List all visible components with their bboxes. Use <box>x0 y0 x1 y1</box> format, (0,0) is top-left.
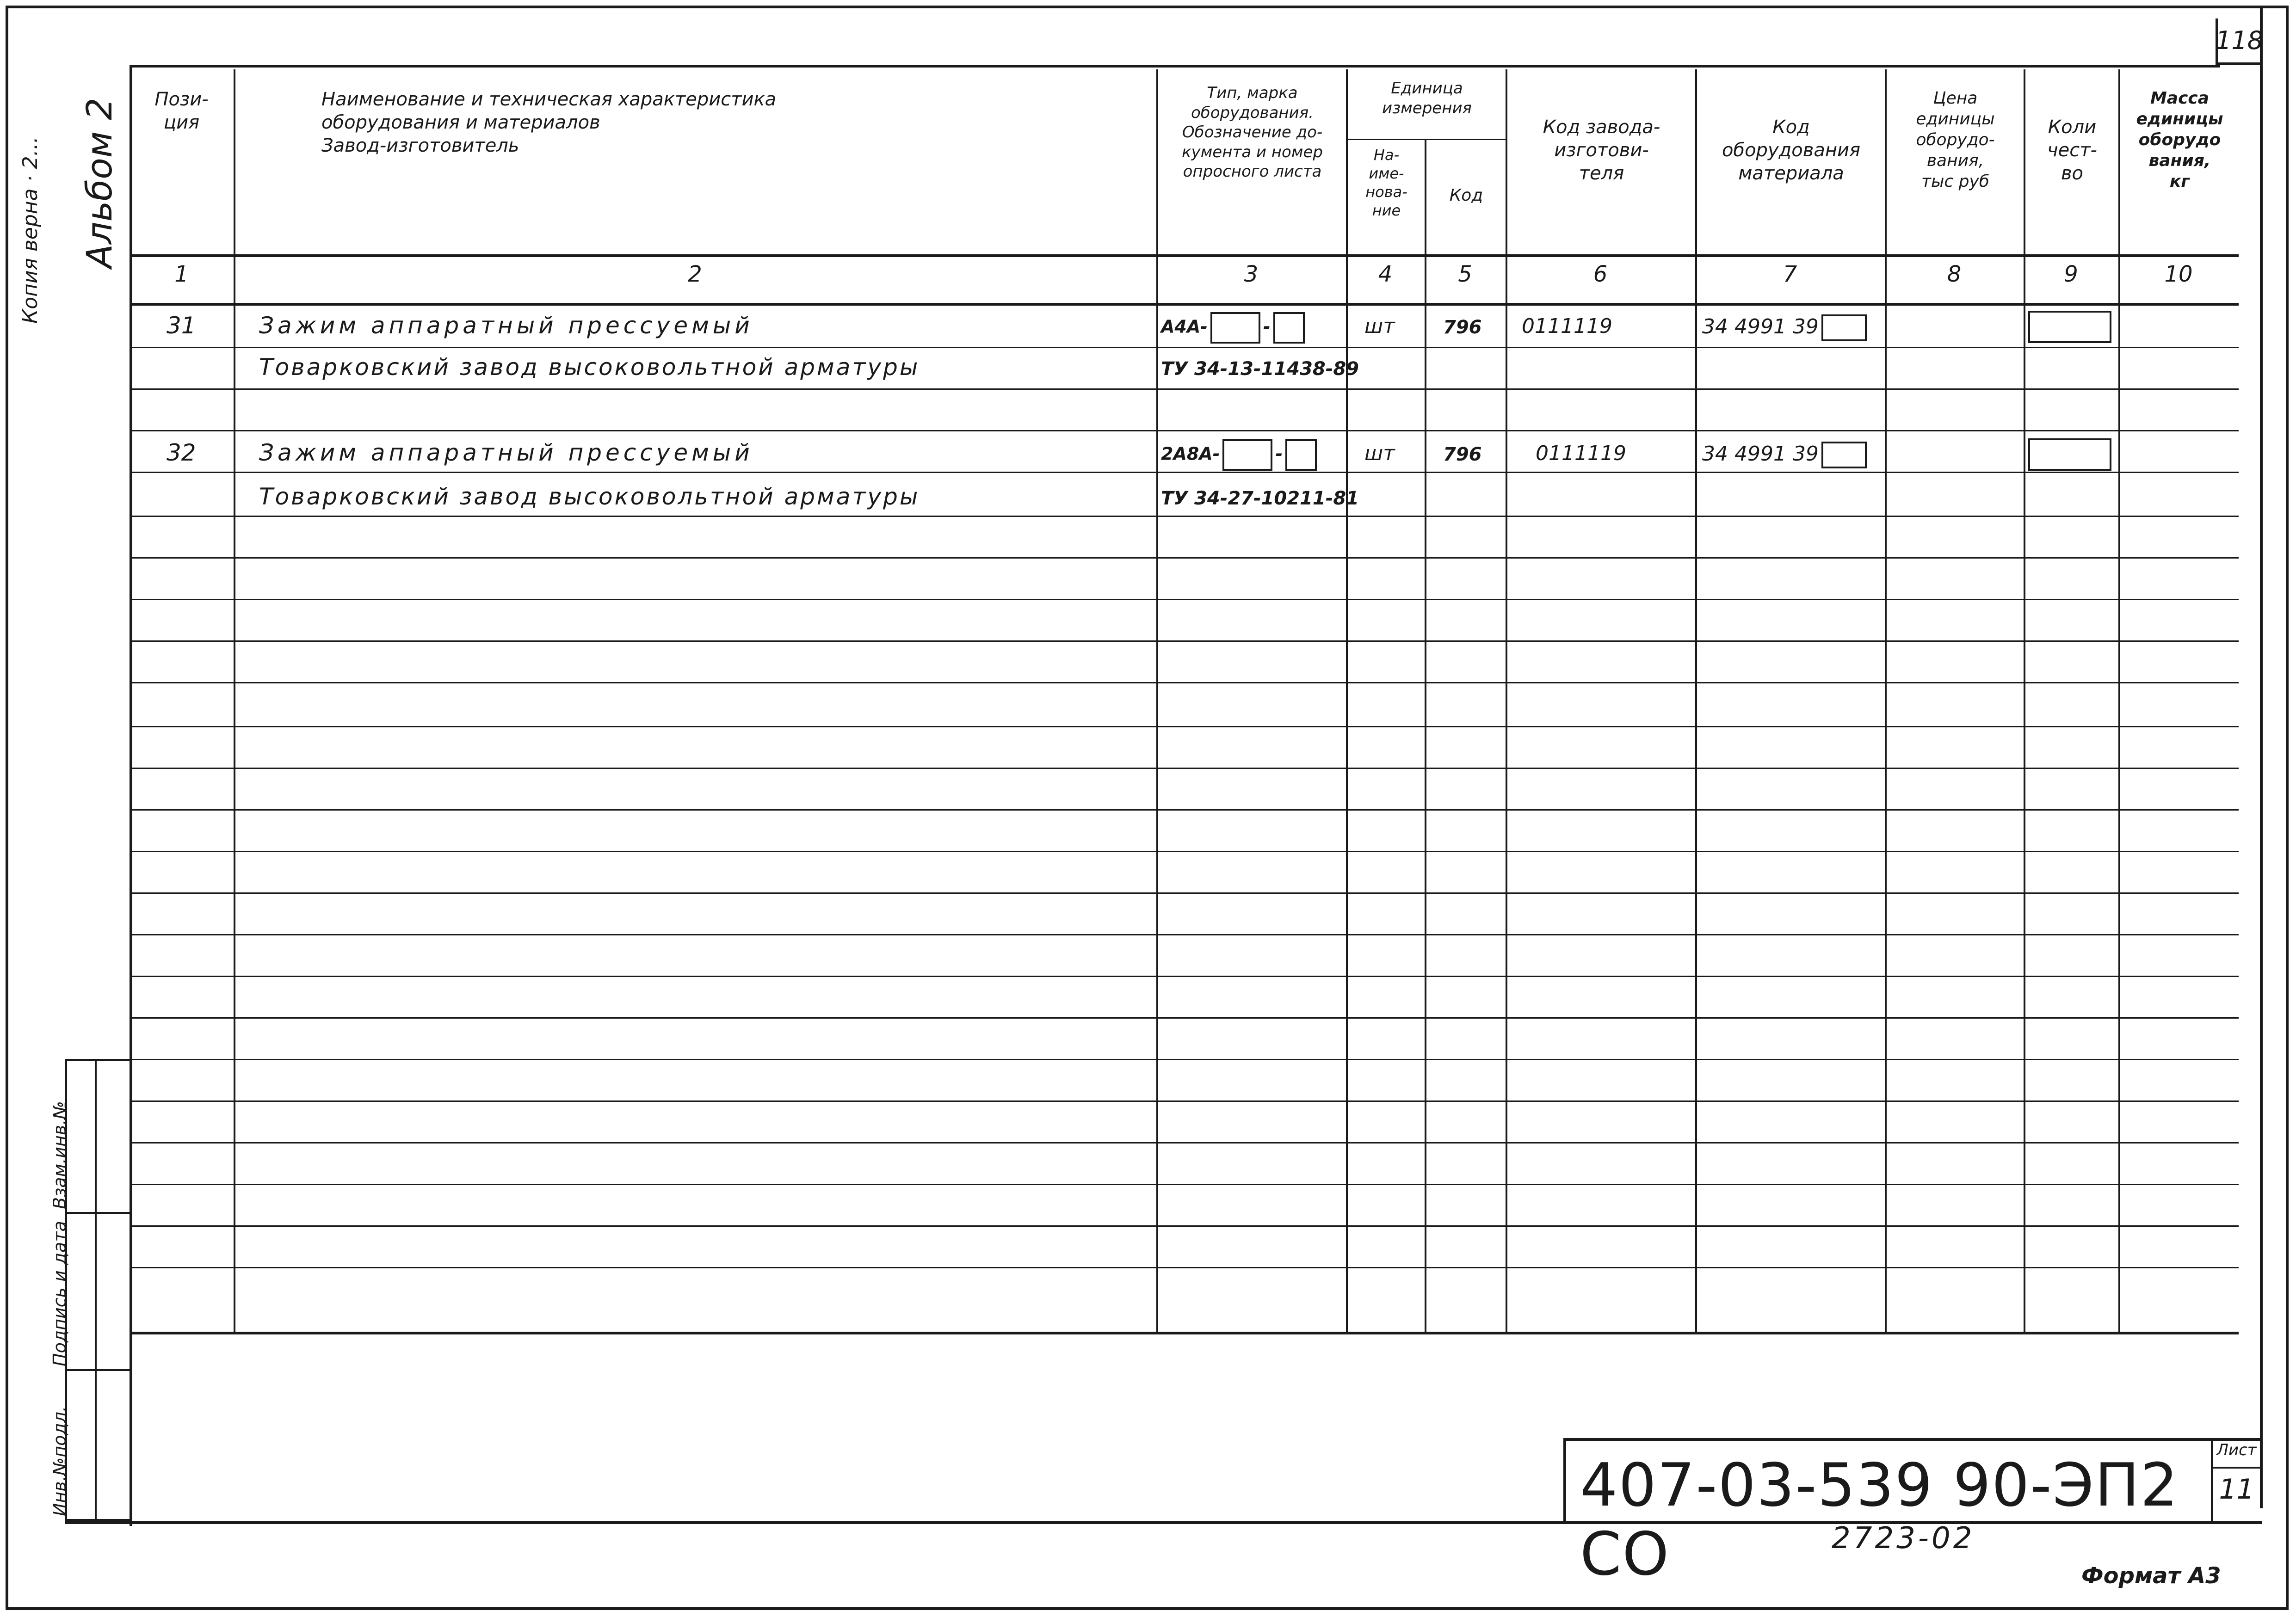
colnum-5: 5 <box>1458 261 1472 287</box>
row-32-unit: шт <box>1364 442 1395 465</box>
row-32-unit-code: 796 <box>1443 444 1482 465</box>
row-line <box>130 1059 2239 1060</box>
row-32-position: 32 <box>167 439 196 466</box>
row-31-maker: Товарковский завод высоковольтной арматуры <box>259 354 920 381</box>
unit-group-line <box>1346 139 1506 140</box>
colnum-10: 10 <box>2164 261 2193 287</box>
row-32-type-blank-1 <box>1222 439 1272 471</box>
sheet-label: Лист <box>2213 1441 2260 1469</box>
colnum-bottom-line <box>130 303 2239 306</box>
row-line <box>130 347 2239 348</box>
document-code: 407-03-539 90-ЭП2 СО <box>1580 1451 2179 1589</box>
colnum-4: 4 <box>1378 261 1393 287</box>
table-bottom-line <box>130 1332 2239 1334</box>
row-line <box>130 726 2239 727</box>
row-31-type-text: А4А- <box>1161 316 1208 337</box>
row-31-equip-code <box>1702 314 1870 341</box>
header-position: Пози- ция <box>154 89 209 133</box>
row-line <box>130 682 2239 683</box>
approval-stamp <box>49 1059 130 1521</box>
sheet-box <box>2211 1441 2260 1521</box>
row-line <box>130 472 2239 473</box>
sheet-number: 118 <box>2216 18 2261 65</box>
stamp-sign-date: Подпись и дата <box>49 1221 70 1366</box>
row-31-name: Зажим аппаратный прессуемый <box>259 312 753 339</box>
header-price: Цена единицы оборудо- вания, тыс руб <box>1916 89 1995 191</box>
margin-copy-note: Копия верна · 2... <box>19 136 42 324</box>
header-maker-code: Код завода- изготови- теля <box>1543 117 1660 184</box>
header-unit-code: Код <box>1449 186 1483 205</box>
frame-right-line <box>2260 6 2263 1508</box>
row-line <box>130 1184 2239 1185</box>
header-bottom-line <box>130 254 2239 257</box>
row-31-maker-code: 0111119 <box>1522 314 1612 338</box>
row-31-equip-code-blank <box>1821 314 1867 341</box>
frame-top-line <box>130 65 2220 68</box>
stamp-sign-date-cell <box>49 1214 130 1371</box>
row-32-equip-code <box>1702 442 1870 468</box>
row-line <box>130 1267 2239 1268</box>
row-line <box>130 892 2239 894</box>
header-equip-code: Код оборудования материала <box>1722 117 1861 184</box>
row-line <box>130 976 2239 977</box>
row-31-unit: шт <box>1364 314 1395 338</box>
header-name: Наименование и техническая характеристика оборудования и материалов Завод-изготовитель <box>321 89 777 156</box>
row-32-type-blank-2 <box>1285 439 1317 471</box>
row-32-maker-code: 0111119 <box>1536 442 1626 465</box>
colnum-1: 1 <box>174 261 189 287</box>
specification-table <box>130 69 2239 1332</box>
format-label: Формат А3 <box>2081 1563 2221 1589</box>
sheet-value: 11 <box>2219 1473 2254 1506</box>
margin-album-label: Альбом 2 <box>79 98 120 268</box>
row-32-equip-code-blank <box>1821 442 1867 468</box>
row-32-quantity-box <box>2028 438 2111 471</box>
row-31-type-blank-2 <box>1273 312 1305 344</box>
row-32-equip-code-text: 34 4991 39 <box>1702 442 1819 466</box>
stamp-inv-repl-cell <box>49 1061 130 1214</box>
row-31-quantity-box <box>2028 311 2111 343</box>
row-32-maker: Товарковский завод высоковольтной арматуры <box>259 483 920 510</box>
stamp-inv-orig-cell <box>49 1371 130 1519</box>
col-line <box>1425 139 1426 1332</box>
row-line <box>130 640 2239 642</box>
header-type: Тип, марка оборудования. Обозначение до- кумента и номер опросного листа <box>1182 84 1323 181</box>
row-line <box>130 430 2239 431</box>
row-line <box>130 768 2239 769</box>
row-line <box>130 1017 2239 1019</box>
colnum-8: 8 <box>1947 261 1962 287</box>
row-31-type-blank-1 <box>1210 312 1260 344</box>
colnum-9: 9 <box>2064 261 2078 287</box>
row-31-doc: ТУ 34-13-11438-89 <box>1161 358 1359 380</box>
row-line <box>130 851 2239 852</box>
header-quantity: Коли чест- во <box>2047 117 2097 184</box>
row-line <box>130 1142 2239 1143</box>
row-line <box>130 934 2239 935</box>
row-31-equip-code-text: 34 4991 39 <box>1702 315 1819 338</box>
stamp-inv-orig: Инв.№подл. <box>49 1406 70 1516</box>
row-line <box>130 516 2239 517</box>
header-unit-group: Единица измерения <box>1382 79 1472 117</box>
colnum-7: 7 <box>1783 261 1797 287</box>
header-mass: Масса единицы оборудо вания, кг <box>2136 89 2223 191</box>
row-line <box>130 1100 2239 1102</box>
colnum-6: 6 <box>1593 261 1608 287</box>
row-32-type: 2А8А- - <box>1161 439 1320 471</box>
row-31-unit-code: 796 <box>1443 317 1482 338</box>
colnum-3: 3 <box>1244 261 1259 287</box>
row-line <box>130 599 2239 600</box>
row-31-position: 31 <box>167 312 196 339</box>
inventory-number: 2723-02 <box>1832 1521 1975 1555</box>
row-line <box>130 809 2239 811</box>
row-31-type: А4А- - <box>1161 312 1308 344</box>
stamp-inv-repl: Взам.инв.№ <box>49 1101 70 1209</box>
row-line <box>130 557 2239 559</box>
header-unit-name: На- име- нова- ние <box>1365 146 1407 219</box>
row-line <box>130 1225 2239 1227</box>
row-32-name: Зажим аппаратный прессуемый <box>259 439 753 466</box>
row-32-doc: ТУ 34-27-10211-81 <box>1161 488 1359 509</box>
row-32-type-text: 2А8А- <box>1161 443 1220 464</box>
row-line <box>130 388 2239 390</box>
colnum-2: 2 <box>688 261 702 287</box>
